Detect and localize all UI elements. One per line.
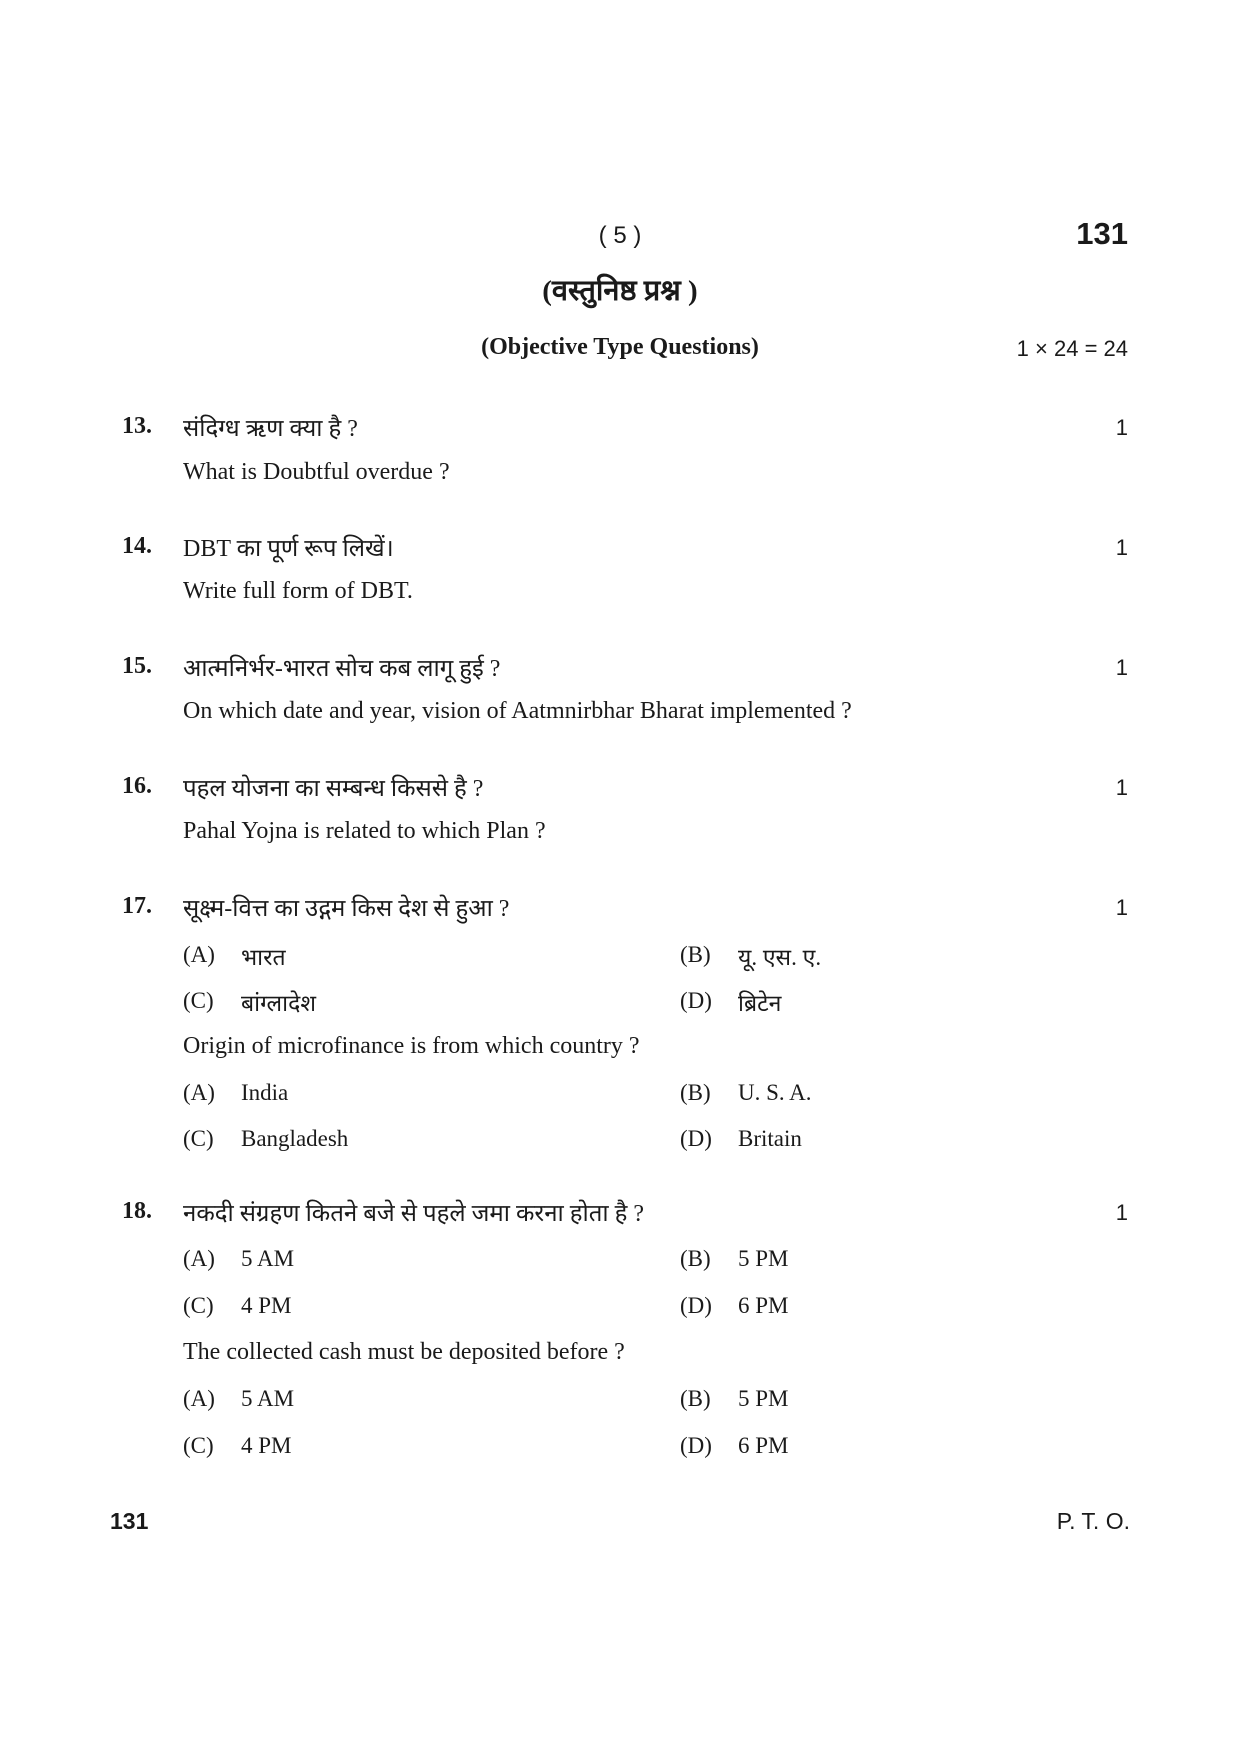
section-title-english: (Objective Type Questions) [481,334,759,360]
question-text-hindi: नकदी संग्रहण कितने बजे से पहले जमा करना होता है ? [183,1201,645,1227]
option-text: 5 AM [241,1246,295,1271]
option-text: 5 PM [738,1246,789,1271]
question-marks: 1 [1115,895,1128,920]
option-text: 4 PM [241,1433,292,1458]
question-text-english: The collected cash must be deposited before ? [183,1339,625,1365]
option-text: 5 PM [738,1386,789,1411]
option-label: (C) [183,1293,214,1318]
question-number: 15. [122,653,152,679]
option-label: (D) [680,988,712,1013]
option-label: (A) [183,1386,215,1411]
option-label: (C) [183,1126,214,1151]
question-marks: 1 [1115,775,1128,800]
option-text: India [241,1080,289,1105]
option-label: (A) [183,1080,215,1105]
option-text: यू. एस. ए. [738,945,822,970]
option-text: 6 PM [738,1293,789,1318]
option-label: (D) [680,1126,712,1151]
question-text-hindi: पहल योजना का सम्बन्ध किससे है ? [183,776,484,802]
question-text-english: Write full form of DBT. [183,578,413,604]
option-label: (C) [183,988,214,1013]
question-text-hindi: आत्मनिर्भर-भारत सोच कब लागू हुई ? [183,656,501,682]
question-marks: 1 [1115,415,1128,440]
question-number: 14. [122,533,152,559]
paper-code-top: 131 [1076,216,1128,251]
option-label: (C) [183,1433,214,1458]
question-number: 17. [122,893,152,919]
question-text-english: What is Doubtful overdue ? [183,459,450,485]
option-text: 5 AM [241,1386,295,1411]
option-label: (A) [183,942,215,967]
option-text: Britain [738,1126,802,1151]
please-turn-over: P. T. O. [1056,1508,1130,1534]
question-number: 13. [122,413,152,439]
option-label: (B) [680,1080,711,1105]
section-title-hindi: (वस्तुनिष्ठ प्रश्न ) [542,275,698,307]
option-label: (B) [680,1386,711,1411]
question-text-hindi: DBT का पूर्ण रूप लिखें। [183,536,394,562]
total-marks: 1 × 24 = 24 [1016,336,1128,361]
question-number: 18. [122,1198,152,1224]
question-text-hindi: संदिग्ध ऋण क्या है ? [183,416,358,442]
question-text-hindi: सूक्ष्म-वित्त का उद्गम किस देश से हुआ ? [183,896,510,922]
option-text: भारत [241,945,286,970]
question-marks: 1 [1115,1200,1128,1225]
question-text-english: On which date and year, vision of Aatmnirbhar Bharat implemented ? [183,698,852,724]
question-marks: 1 [1115,655,1128,680]
option-label: (B) [680,1246,711,1271]
question-text-english: Pahal Yojna is related to which Plan ? [183,818,546,844]
question-marks: 1 [1115,535,1128,560]
option-label: (A) [183,1246,215,1271]
option-label: (D) [680,1293,712,1318]
paper-code-bottom: 131 [110,1508,149,1534]
option-text: U. S. A. [738,1080,812,1105]
option-label: (B) [680,942,711,967]
option-label: (D) [680,1433,712,1458]
option-text: 4 PM [241,1293,292,1318]
option-text: ब्रिटेन [738,991,782,1016]
option-text: Bangladesh [241,1126,349,1151]
question-text-english: Origin of microfinance is from which country ? [183,1033,640,1059]
option-text: 6 PM [738,1433,789,1458]
page-number: ( 5 ) [598,222,642,249]
option-text: बांग्लादेश [241,991,316,1016]
question-number: 16. [122,773,152,799]
